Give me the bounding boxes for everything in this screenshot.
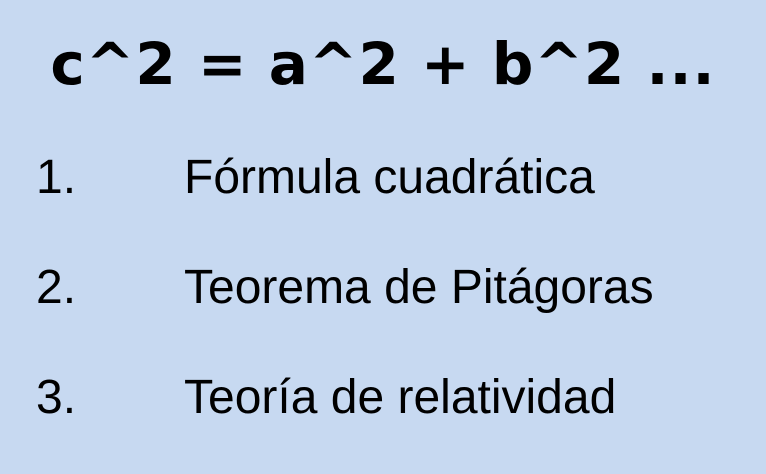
option-number: 2. [36, 261, 77, 314]
answer-option-2 [0, 240, 766, 350]
option-number: 3. [36, 371, 77, 424]
answer-options-list [0, 130, 766, 460]
option-label: Teoría de relatividad [184, 371, 617, 424]
option-label: Teorema de Pitágoras [184, 261, 654, 314]
answer-option-3 [0, 350, 766, 460]
option-label: Fórmula cuadrática [184, 151, 595, 204]
option-number: 1. [36, 151, 77, 204]
answer-option-1 [0, 130, 766, 240]
slide-title: c^2 = a^2 + b^2 ... [50, 30, 716, 98]
